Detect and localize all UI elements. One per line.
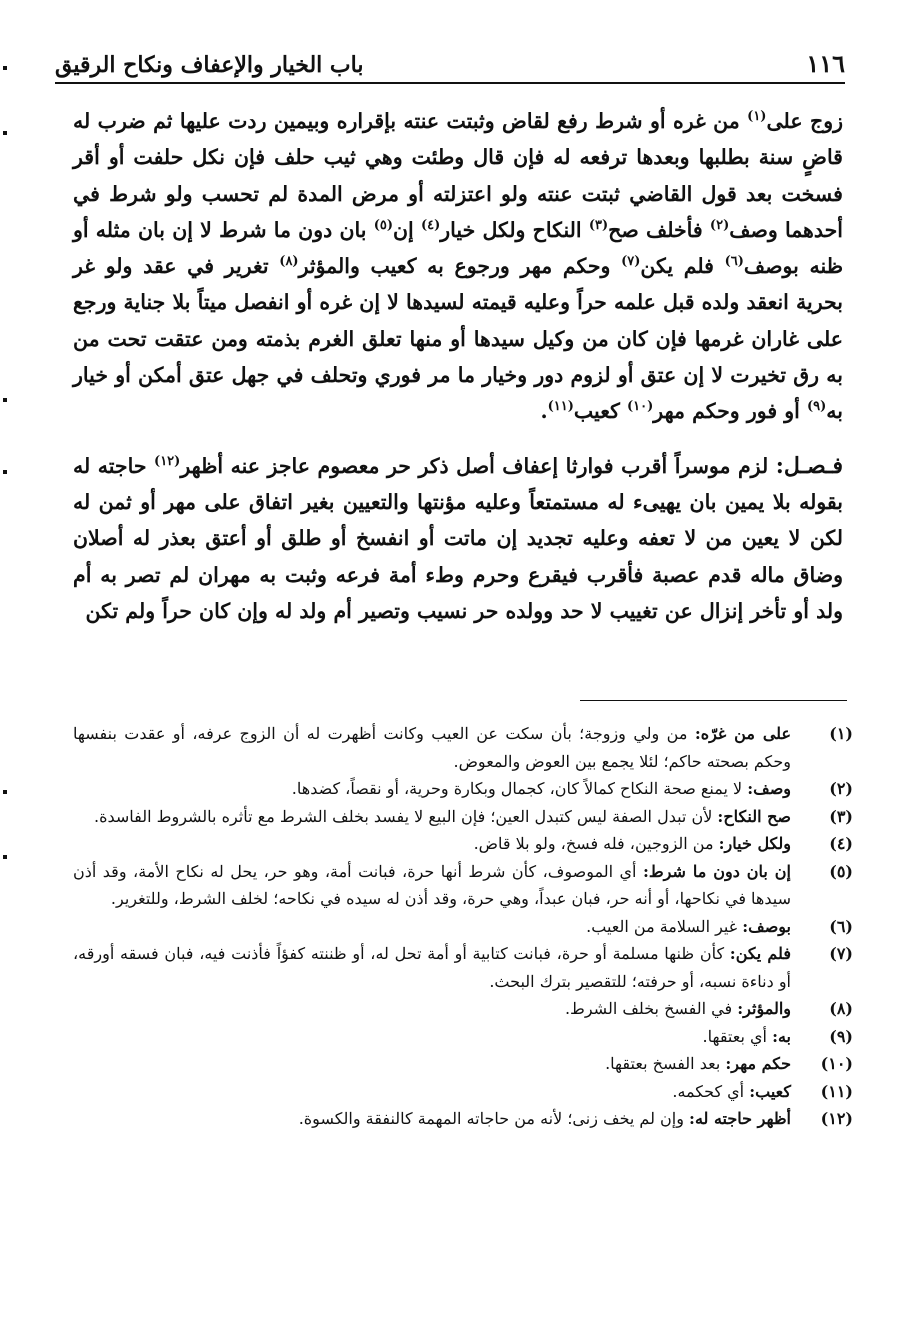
text-run: بان دون ما شرط لا إن بان مثله أو ظنه بوصف — [73, 217, 844, 279]
footnote-headword: وصف: — [747, 779, 791, 798]
scan-speck — [3, 66, 7, 70]
footnote-1 — [73, 720, 853, 775]
footnote-8 — [73, 995, 853, 1023]
footnote-4 — [73, 830, 853, 858]
footnote-ref-9: (٩) — [807, 399, 827, 415]
footnote-body: في الفسخ بخلف الشرط. — [564, 999, 738, 1018]
footnote-text — [73, 940, 791, 995]
footnote-9 — [73, 1023, 853, 1051]
text-run: حاجته له بقوله بلا يمين بان يهيىء له مستمتعاً وعليه مؤنتها والتعيين بغير اتفاق على مهر أو ثمن له لكن لا يعين من لا تعفه وعليه تجديد إن ماتت أو انفسخ أو طلق أو أعتق بعذر له أصلان وضاق ماله قدم عصبة فأقرب فيقرع وحرم وطء أمة فرعه وثبت به مهران لم تصر به أم ولد أو تأخر إنزال عن تغييب لا حد وولده حر نسيب وتصير أم ولد له وإن كان حراً ولم تكن — [73, 453, 843, 623]
main-text — [73, 103, 843, 629]
footnote-body: وإن لم يخف زنى؛ لأنه من حاجاته المهمة كالنفقة والكسوة. — [298, 1109, 690, 1128]
text-run: إن — [392, 217, 421, 242]
footnote-number: (٥) — [829, 861, 853, 881]
text-run: فلم يكن — [640, 254, 725, 279]
footnote-rule — [580, 700, 847, 701]
text-run: وحكم مهر ورجوع به كعيب والمؤثر — [298, 254, 622, 279]
footnote-text — [73, 1050, 791, 1078]
footnote-body: أي كحكمه. — [672, 1081, 750, 1101]
footnote-headword: به: — [772, 1026, 791, 1046]
footnote-ref-11: (١١) — [547, 399, 574, 415]
footnote-body: بعد الفسخ بعتقها. — [605, 1054, 726, 1073]
footnote-text — [73, 1023, 791, 1051]
text-run: أو فور وحكم مهر — [653, 399, 807, 424]
footnote-number: (١) — [829, 724, 853, 743]
footnote-ref-1: (١) — [747, 109, 767, 125]
footnote-text — [73, 1105, 791, 1133]
footnote-10 — [73, 1050, 853, 1078]
footnotes — [73, 720, 853, 1133]
footnote-headword: ولكل خيار: — [718, 834, 791, 853]
footnote-headword: والمؤثر: — [737, 999, 791, 1018]
text-run: النكاح ولكل خيار — [440, 217, 589, 242]
scan-speck — [3, 790, 7, 794]
footnote-number: (٣) — [829, 806, 853, 826]
section-heading: فـصـل: — [775, 452, 844, 479]
footnote-2 — [73, 775, 853, 803]
footnote-number: (٨) — [829, 999, 853, 1018]
footnote-body: لا يمنع صحة النكاح كمالاً كان، كجمال وبكارة وحرية، أو نقصاً، كضدها. — [291, 779, 748, 798]
footnote-body: من ولي وزوجة؛ بأن سكت عن العيب وكانت أظهرت له أن الزوج عرفه، أو عقدت بنفسها وحكم بصحته حاكم؛ لئلا يجمع بين العوض والمعوض. — [73, 724, 791, 771]
footnote-text — [73, 830, 791, 858]
text-run: من غره أو شرط رفع لقاض وثبتت عنته بإقراره وبيمين ردت عليها ثم ضرب له قاضٍ سنة بطلبها وبعدها ترفعه له فإن قال وطئت وهي ثيب حلف فإن نكل حلفت أو أقر فسخت بعد قول القاضي ثبتت عنته ولو اعتزلته أو مرض المدة لم تحسب ولو شرط في أحدهما وصف — [73, 109, 843, 242]
footnote-headword: أظهر حاجته له: — [689, 1109, 791, 1128]
footnote-ref-8: (٨) — [279, 254, 299, 270]
text-run: . — [540, 399, 548, 424]
footnote-ref-10: (١٠) — [627, 399, 654, 415]
header-rule — [55, 82, 845, 84]
footnote-text — [73, 1078, 791, 1106]
footnote-ref-12: (١٢) — [154, 453, 181, 469]
footnote-3 — [73, 803, 853, 831]
scan-speck — [3, 470, 7, 474]
footnote-body: غير السلامة من العيب. — [586, 916, 743, 936]
footnote-number: (٤) — [829, 834, 853, 853]
footnote-ref-3: (٣) — [588, 218, 609, 234]
footnote-text — [73, 803, 791, 831]
footnote-headword: بوصف: — [742, 916, 791, 936]
scan-speck — [3, 131, 7, 135]
footnote-number: (٦) — [829, 916, 853, 936]
footnote-headword: كعيب: — [749, 1081, 791, 1101]
footnote-body: من الزوجين، فله فسخ، ولو بلا قاض. — [473, 834, 719, 853]
footnote-ref-5: (٥) — [373, 218, 393, 234]
footnote-text — [73, 858, 791, 913]
footnote-6 — [73, 913, 853, 941]
scan-speck — [3, 398, 7, 402]
footnote-body: أي الموصوف، كأن شرط أنها حرة، فبانت أمة، وهو حر، يحل له نكاح الأمة، وقد أذن سيدها في نكاحها، أو أنه حر، فبان عبداً، وهي حرة، وقد أذن له سيده في نكاحه؛ لخلف الشرط، وللتغرير. — [73, 861, 791, 908]
footnote-text — [73, 913, 791, 941]
footnote-number: (١٠) — [820, 1054, 853, 1073]
footnote-number: (١١) — [820, 1081, 853, 1101]
text-run: زوج على — [766, 109, 843, 133]
text-run: تغرير في عقد ولو غر بحرية انعقد ولده قبل علمه حراً وعليه قيمته لسيدها لا إن غره أو انفصل ميتاً بلا جناية ورجع على غاران غرمها فإن كان من وكيل سيدها أو منها تعلق الغرم بذمته ومن عتقت تحت من به رق تخيرت لا إن عتق أو لزوم دور وخيار ما مر فوري وتحلف في جهل عتق أمكن أو خيار به — [73, 254, 843, 424]
footnote-7 — [73, 940, 853, 995]
paragraph-2 — [73, 448, 843, 629]
footnote-ref-2: (٢) — [709, 218, 730, 234]
footnote-headword: فلم يكن: — [729, 944, 791, 963]
footnote-text — [73, 995, 791, 1023]
footnote-body: لأن تبدل الصفة ليس كتبدل العين؛ فإن البيع لا يفسد بخلف الشرط مع تأثره بالشروط الفاسدة. — [94, 806, 718, 826]
footnote-text — [73, 720, 791, 775]
page-number: ١١٦ — [806, 49, 845, 78]
footnote-body: أي بعتقها. — [702, 1026, 773, 1046]
page-header — [55, 34, 845, 78]
text-run: لزم موسراً أقرب فوارثا إعفاف أصل ذكر حر معصوم عاجز عنه أظهر — [180, 453, 776, 478]
footnote-12 — [73, 1105, 853, 1133]
footnote-text — [73, 775, 791, 803]
scan-speck — [3, 855, 7, 859]
footnote-11 — [73, 1078, 853, 1106]
footnote-headword: إن بان دون ما شرط: — [642, 861, 791, 881]
text-run: فأخلف صح — [608, 217, 710, 242]
footnote-headword: على من غرّه: — [694, 724, 791, 743]
footnote-ref-4: (٤) — [420, 218, 441, 234]
footnote-number: (١٢) — [820, 1109, 853, 1128]
paragraph-1 — [73, 103, 843, 430]
footnote-5 — [73, 858, 853, 913]
footnote-ref-7: (٧) — [621, 254, 641, 270]
running-title: باب الخيار والإعفاف ونكاح الرقيق — [55, 52, 364, 78]
text-run: كعيب — [573, 399, 627, 424]
footnote-headword: صح النكاح: — [717, 806, 791, 826]
footnote-headword: حكم مهر: — [725, 1054, 791, 1073]
footnote-number: (٩) — [829, 1026, 853, 1046]
footnote-number: (٢) — [829, 779, 853, 798]
footnote-number: (٧) — [829, 944, 853, 963]
footnote-ref-6: (٦) — [724, 254, 744, 270]
footnote-body: كأن ظنها مسلمة أو حرة، فبانت كتابية أو أمة تحل له، أو ظننته كفؤاً فأذنت فيه، فبان فسقه أورقه، أو دناءة نسبه، أو حرفته؛ للتقصير بترك البحث. — [73, 944, 791, 991]
